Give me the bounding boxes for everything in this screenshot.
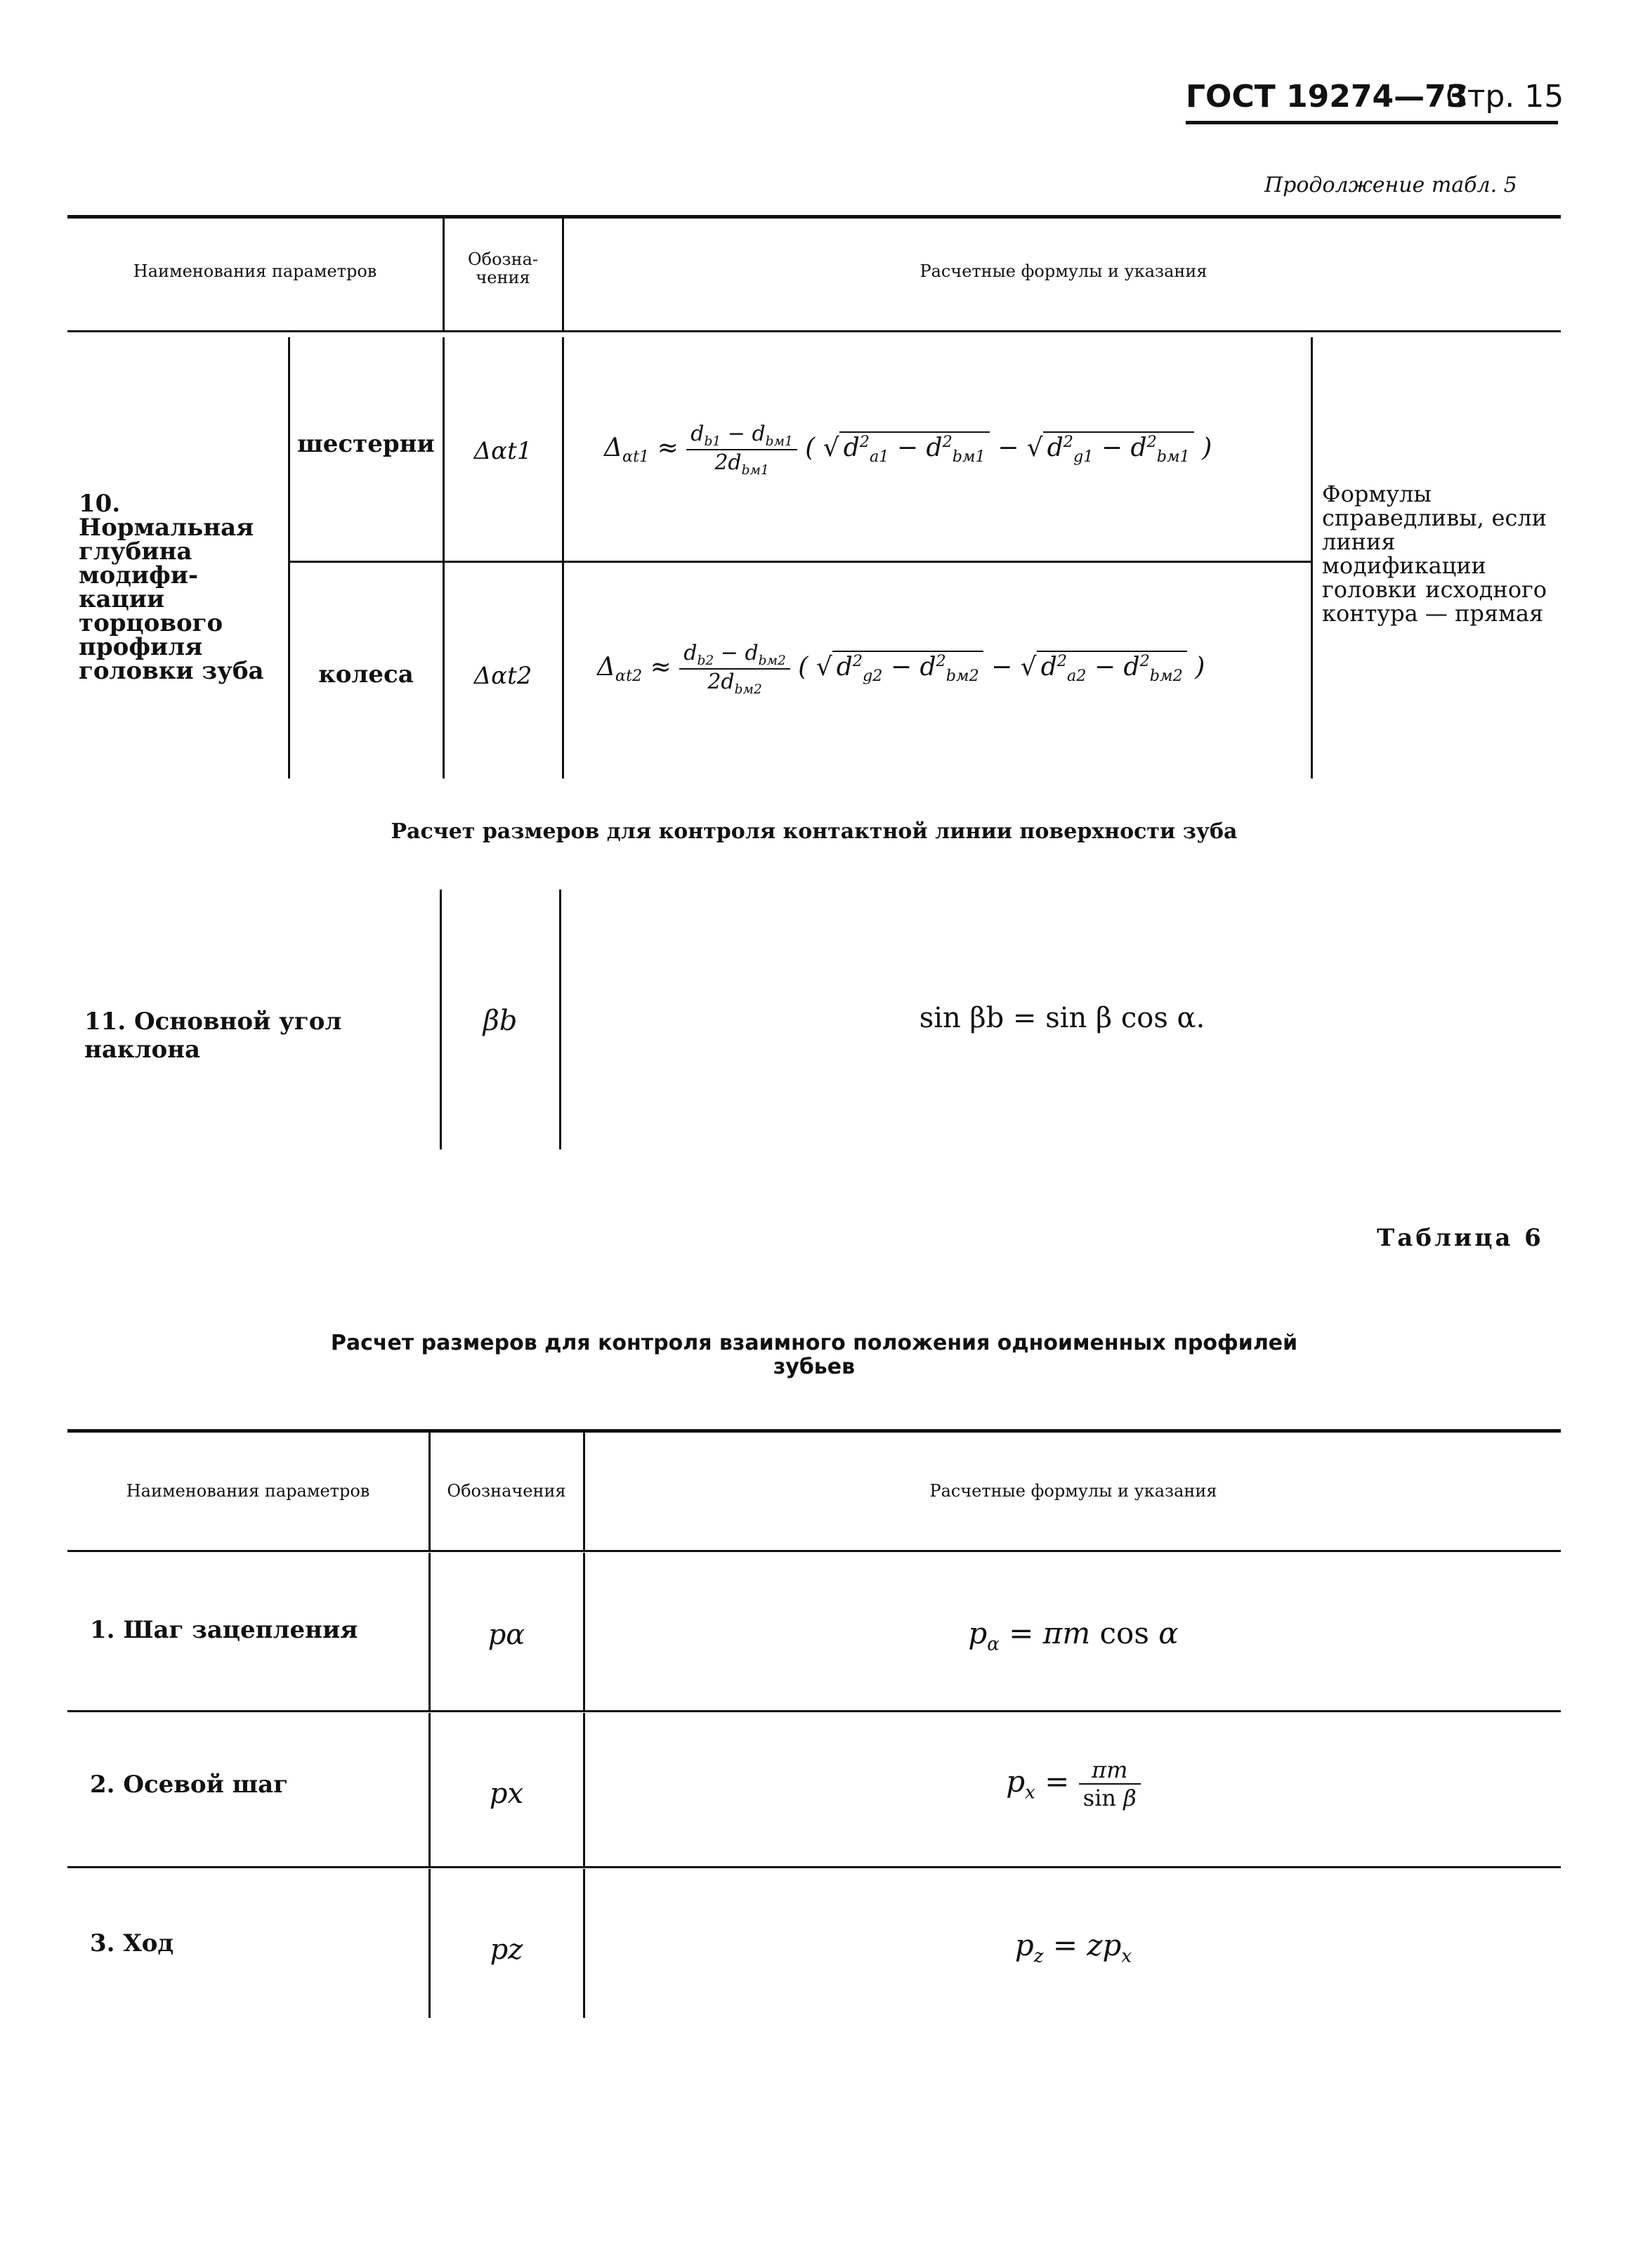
table6-header-divider (428, 1432, 431, 1550)
table6-row3-symbol: pz (490, 1934, 523, 1966)
row10-divider (443, 337, 445, 778)
row10-formula-pinion: $\Delta_{\alpha t1}$ ≈ $\frac{d_{b1} - d_{bм1}}{2d_{bм1}}$ ( √ $d^2_{a1} - d^2_{bм1}$ − √ $d^2_{g1} - d^2_{bм1}$ ) (604, 422, 1212, 478)
table6-row1-formula: $p_\alpha = \pi m$ cos α (968, 1616, 1179, 1655)
table6-row2-symbol: px (489, 1778, 524, 1810)
row10-symbol-wheel: Δαt2 (473, 662, 532, 690)
row10-name: 10. Нормальная глубина модифи-кации торцового профиля головки зуба (79, 490, 264, 685)
table6-header-divider (583, 1432, 585, 1550)
table6-row2-formula: $p_x$ = $\frac{\pi m}{\text{sin β}}$ (586, 1757, 1561, 1811)
table6-title-line2: зубьев (773, 1355, 856, 1379)
table6-header-formula: Расчетные формулы и указания (929, 1481, 1217, 1501)
table6-row1-name: 1. Шаг зацепления (90, 1616, 358, 1644)
row10-symbol-pinion: Δαt1 (473, 437, 532, 465)
table5-section-title: Расчет размеров для контроля контактной линии поверхности зуба (391, 819, 1238, 844)
row10-divider (562, 337, 564, 778)
table6-header-name: Наименования параметров (126, 1481, 370, 1501)
row11-formula: sin βb = sin β cos α. (919, 1002, 1205, 1034)
table6-header-symbol: Обозначения (447, 1481, 566, 1501)
table6-row3-name: 3. Ход (90, 1929, 174, 1957)
table6-row-divider (583, 1869, 585, 2018)
table6-title-line1: Расчет размеров для контроля взаимного положения одноименных профилей (330, 1331, 1298, 1355)
table6-top-rule (67, 1429, 1561, 1433)
row10-formula-wheel: $\Delta_{\alpha t2}$ ≈ $\frac{d_{b2} - d_{bм2}}{2d_{bм2}}$ ( √ $d^2_{g2} - d^2_{bм2}$ − √ $d^2_{a2} - d^2_{bм2}$ ) (597, 641, 1205, 697)
table5-header-formula: Расчетные формулы и указания (919, 261, 1207, 281)
table6-row3-formula: $p_z = zp_x$ (1014, 1928, 1132, 1967)
row10-sub-wheel: колеса (318, 660, 414, 689)
row10-split-rule (289, 561, 1311, 563)
page-header-gost: ГОСТ 19274—73 (1186, 79, 1468, 115)
row11-divider (440, 889, 442, 1149)
table5-header-symbol: Обозна- чения (467, 249, 539, 287)
table5-top-rule (67, 215, 1561, 219)
table5-header-divider (562, 218, 564, 330)
table6-row-rule (67, 1866, 1561, 1868)
row10-sub-pinion: шестерни (297, 430, 435, 458)
page-header-page: Стр. 15 (1446, 79, 1564, 115)
row11-symbol: βb (483, 1005, 518, 1037)
table6-label: Таблица 6 (1377, 1224, 1544, 1252)
table6-row-divider (428, 1713, 431, 1866)
table6-header-rule (67, 1550, 1561, 1552)
table5-header-name: Наименования параметров (133, 261, 377, 281)
table6-row-divider (428, 1553, 431, 1710)
table6-row-divider (428, 1869, 431, 2018)
header-rule (1186, 121, 1558, 124)
table6-row-rule (67, 1710, 1561, 1712)
table6-row1-symbol: pα (487, 1619, 525, 1651)
table6-row-divider (583, 1713, 585, 1866)
row11-name: 11. Основной угол наклона (84, 1008, 342, 1064)
table5-header-rule (67, 330, 1561, 332)
table-continuation-label: Продолжение табл. 5 (1264, 173, 1517, 197)
row10-note: Формулы справедливы, если линия модификации головки исходного контура — прямая (1322, 481, 1547, 627)
table6-row-divider (583, 1553, 585, 1710)
row10-divider (1311, 337, 1313, 778)
row11-divider (559, 889, 561, 1149)
row10-divider (288, 337, 290, 778)
table6-row2-name: 2. Осевой шаг (90, 1771, 289, 1799)
table5-header-divider (443, 218, 445, 330)
